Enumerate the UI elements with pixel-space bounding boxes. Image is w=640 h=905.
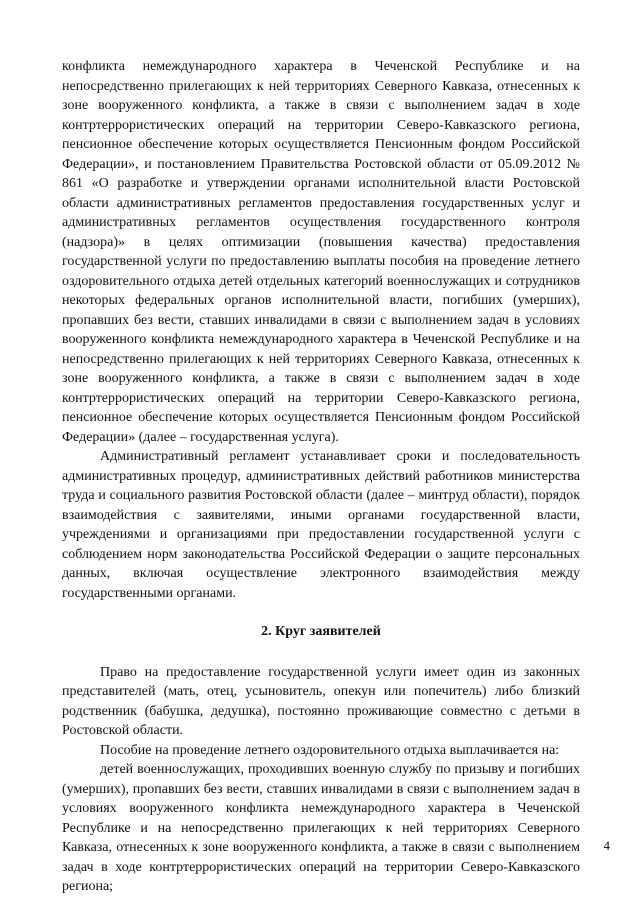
paragraph-eligibility: Право на предоставление государственной услуги имеет один из законных представителей (мать, отец, усыновитель, опекун или попечитель) либо близкий родственник (бабушка, дедушка), постоянно проживающие совместно с детьми в Ростовской области. (62, 664, 580, 738)
paragraph-regulation-scope: Административный регламент устанавливает сроки и последовательность административных процедур, административных действий работников министерства труда и социального развития Ростовской области (далее – минтруд области), порядок взаимодействия с заявителями, иными органами государственной власти, учреждениями и организациями при предоставлении государственной услуги с соблюдением норм законодательства Российской Федерации о защите персональных данных, включая осуществление электронного взаимодействия между государственными органами. (62, 449, 580, 601)
paragraph-children-category: детей военнослужащих, проходивших военную службу по призыву и погибших (умерших), пропавших без вести, ставших инвалидами в связи с выполнением задач в условиях вооруженного конфликта немеждународного характера в Чеченской Республике и на непосредственно прилегающих к ней территориях Северного Кавказа, отнесенных к зоне вооруженного конфликта, а также в связи с выполнением задач в ходе контртеррористических операций на территории Северо-Кавказского региона; (62, 762, 580, 894)
paragraph-allowance-intro: Пособие на проведение летнего оздоровительного отдыха выплачивается на: (100, 742, 560, 758)
paragraph-continuation: конфликта немеждународного характера в Чеченской Республике и на непосредственно прилегающих к ней территориях Северного Кавказа, отнесенных к зоне вооруженного конфликта, а также в связи с выполнением задач в ходе контртеррористических операций на территории Северо-Кавказского региона, пенсионное обеспечение которых осуществляется Пенсионным фондом Российской Федерации», и постановлением Правительства Ростовской области от 05.09.2012 № 861 «О разработке и утверждении органами исполнительной власти Ростовской области административных регламентов предоставления государственных услуг и административных регламентов осуществления государственного контроля (надзора)» в целях оптимизации (повышения качества) предоставления государственной услуги по предоставлению выплаты пособия на проведение летнего оздоровительного отдыха детей отдельных категорий военнослужащих и сотрудников некоторых федеральных органов исполнительной власти, погибших (умерших), пропавших без вести, ставших инвалидами в связи с выполнением задач в условиях вооруженного конфликта немеждународного характера в Чеченской Республике и на непосредственно прилегающих к ней территориях Северного Кавказа, отнесенных к зоне вооруженного конфликта, а также в связи с выполнением задач в ходе контртеррористических операций на территории Северо-Кавказского региона, пенсионное обеспечение которых осуществляется Пенсионным фондом Российской Федерации» (далее – государственная услуга). (62, 59, 580, 445)
section-heading: 2. Круг заявителей (261, 624, 381, 639)
page-number: 4 (603, 838, 610, 853)
document-body (62, 57, 580, 897)
